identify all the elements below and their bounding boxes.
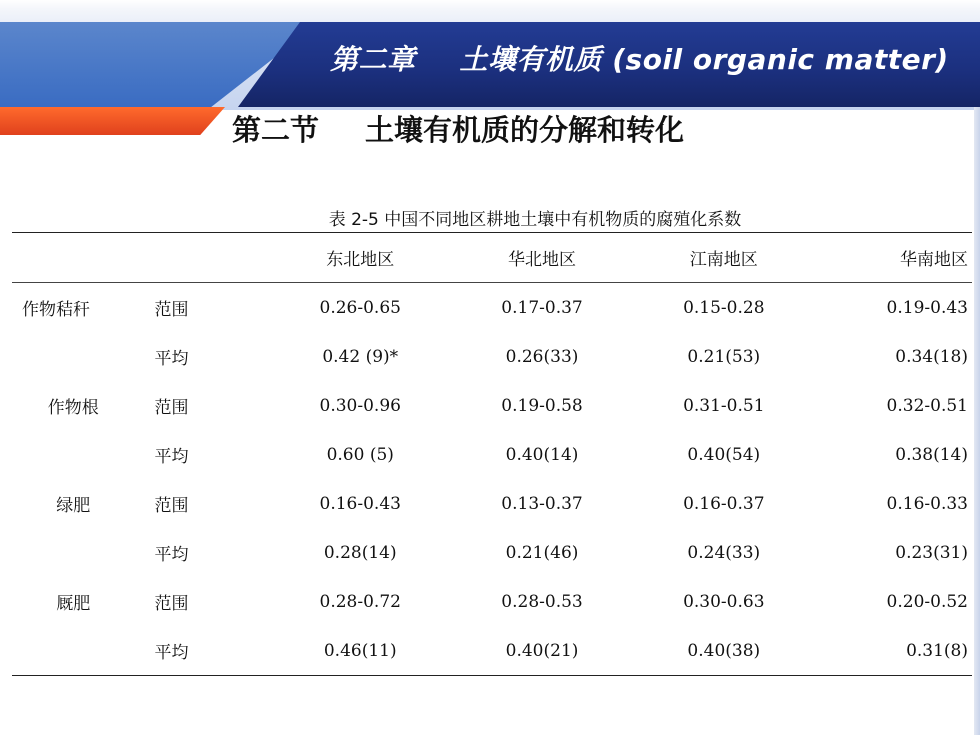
section-name: 土壤有机质的分解和转化 bbox=[365, 113, 685, 147]
right-edge-decoration bbox=[974, 107, 980, 735]
section-title bbox=[232, 108, 684, 149]
value-cell: 0.28(14) bbox=[323, 542, 397, 563]
value-cell: 0.16-0.43 bbox=[319, 493, 401, 514]
stat-cell: 平均 bbox=[154, 349, 189, 369]
value-cell: 0.23(31) bbox=[895, 542, 968, 563]
table-row bbox=[12, 479, 972, 528]
table-row bbox=[12, 528, 972, 577]
value-cell: 0.31-0.51 bbox=[683, 395, 765, 416]
category-cell: 作物秸秆 bbox=[22, 300, 90, 320]
category-cell bbox=[12, 528, 135, 577]
value-cell: 0.40(54) bbox=[687, 444, 761, 465]
value-cell: 0.21(46) bbox=[505, 542, 579, 563]
header-orange-accent bbox=[0, 107, 225, 135]
value-cell: 0.34(18) bbox=[895, 346, 968, 367]
value-cell: 0.26-0.65 bbox=[319, 297, 401, 318]
table-header-row bbox=[12, 233, 972, 283]
chapter-title bbox=[330, 38, 949, 78]
chapter-name: 土壤有机质 (soil organic matter) bbox=[459, 43, 949, 76]
category-cell bbox=[12, 430, 135, 479]
stat-cell: 范围 bbox=[154, 594, 189, 614]
value-cell: 0.15-0.28 bbox=[683, 297, 765, 318]
header-cell: 华南地区 bbox=[815, 233, 972, 283]
value-cell: 0.21(53) bbox=[687, 346, 761, 367]
value-cell: 0.28-0.72 bbox=[319, 591, 401, 612]
value-cell: 0.40(21) bbox=[505, 640, 579, 661]
header-cell: 华北地区 bbox=[451, 233, 633, 283]
table-row bbox=[12, 332, 972, 381]
value-cell: 0.38(14) bbox=[895, 444, 968, 465]
table-row bbox=[12, 430, 972, 479]
table-row bbox=[12, 626, 972, 676]
value-cell: 0.42 (9)* bbox=[322, 346, 399, 367]
stat-cell: 范围 bbox=[154, 398, 189, 418]
category-cell: 厩肥 bbox=[56, 594, 91, 614]
category-cell: 作物根 bbox=[47, 398, 99, 418]
chapter-number: 第二章 bbox=[330, 43, 416, 76]
category-cell bbox=[12, 626, 135, 676]
value-cell: 0.28-0.53 bbox=[501, 591, 583, 612]
value-cell: 0.24(33) bbox=[687, 542, 761, 563]
value-cell: 0.31(8) bbox=[906, 640, 968, 661]
value-cell: 0.40(38) bbox=[687, 640, 761, 661]
value-cell: 0.30-0.63 bbox=[683, 591, 765, 612]
value-cell: 0.20-0.52 bbox=[886, 591, 968, 612]
category-cell: 绿肥 bbox=[56, 496, 91, 516]
stat-cell: 范围 bbox=[154, 496, 189, 516]
category-cell bbox=[12, 332, 135, 381]
stat-cell: 平均 bbox=[154, 643, 189, 663]
header-cell bbox=[135, 233, 270, 283]
header-cell: 江南地区 bbox=[633, 233, 815, 283]
value-cell: 0.30-0.96 bbox=[319, 395, 401, 416]
table-row bbox=[12, 381, 972, 430]
value-cell: 0.16-0.33 bbox=[886, 493, 968, 514]
stat-cell: 平均 bbox=[154, 447, 189, 467]
value-cell: 0.19-0.43 bbox=[886, 297, 968, 318]
table-row bbox=[12, 577, 972, 626]
header-cell bbox=[12, 233, 135, 283]
table-caption: 表 2-5 中国不同地区耕地土壤中有机物质的腐殖化系数 bbox=[328, 210, 742, 230]
value-cell: 0.17-0.37 bbox=[501, 297, 583, 318]
value-cell: 0.13-0.37 bbox=[501, 493, 583, 514]
table-row bbox=[12, 283, 972, 333]
value-cell: 0.26(33) bbox=[505, 346, 579, 367]
section-number: 第二节 bbox=[232, 113, 320, 147]
header-cell: 东北地区 bbox=[269, 233, 451, 283]
value-cell: 0.32-0.51 bbox=[886, 395, 968, 416]
value-cell: 0.46(11) bbox=[323, 640, 397, 661]
stat-cell: 平均 bbox=[154, 545, 189, 565]
stat-cell: 范围 bbox=[154, 300, 189, 320]
value-cell: 0.60 (5) bbox=[326, 444, 394, 465]
value-cell: 0.16-0.37 bbox=[683, 493, 765, 514]
value-cell: 0.40(14) bbox=[505, 444, 579, 465]
value-cell: 0.19-0.58 bbox=[501, 395, 583, 416]
humification-table bbox=[12, 232, 972, 676]
